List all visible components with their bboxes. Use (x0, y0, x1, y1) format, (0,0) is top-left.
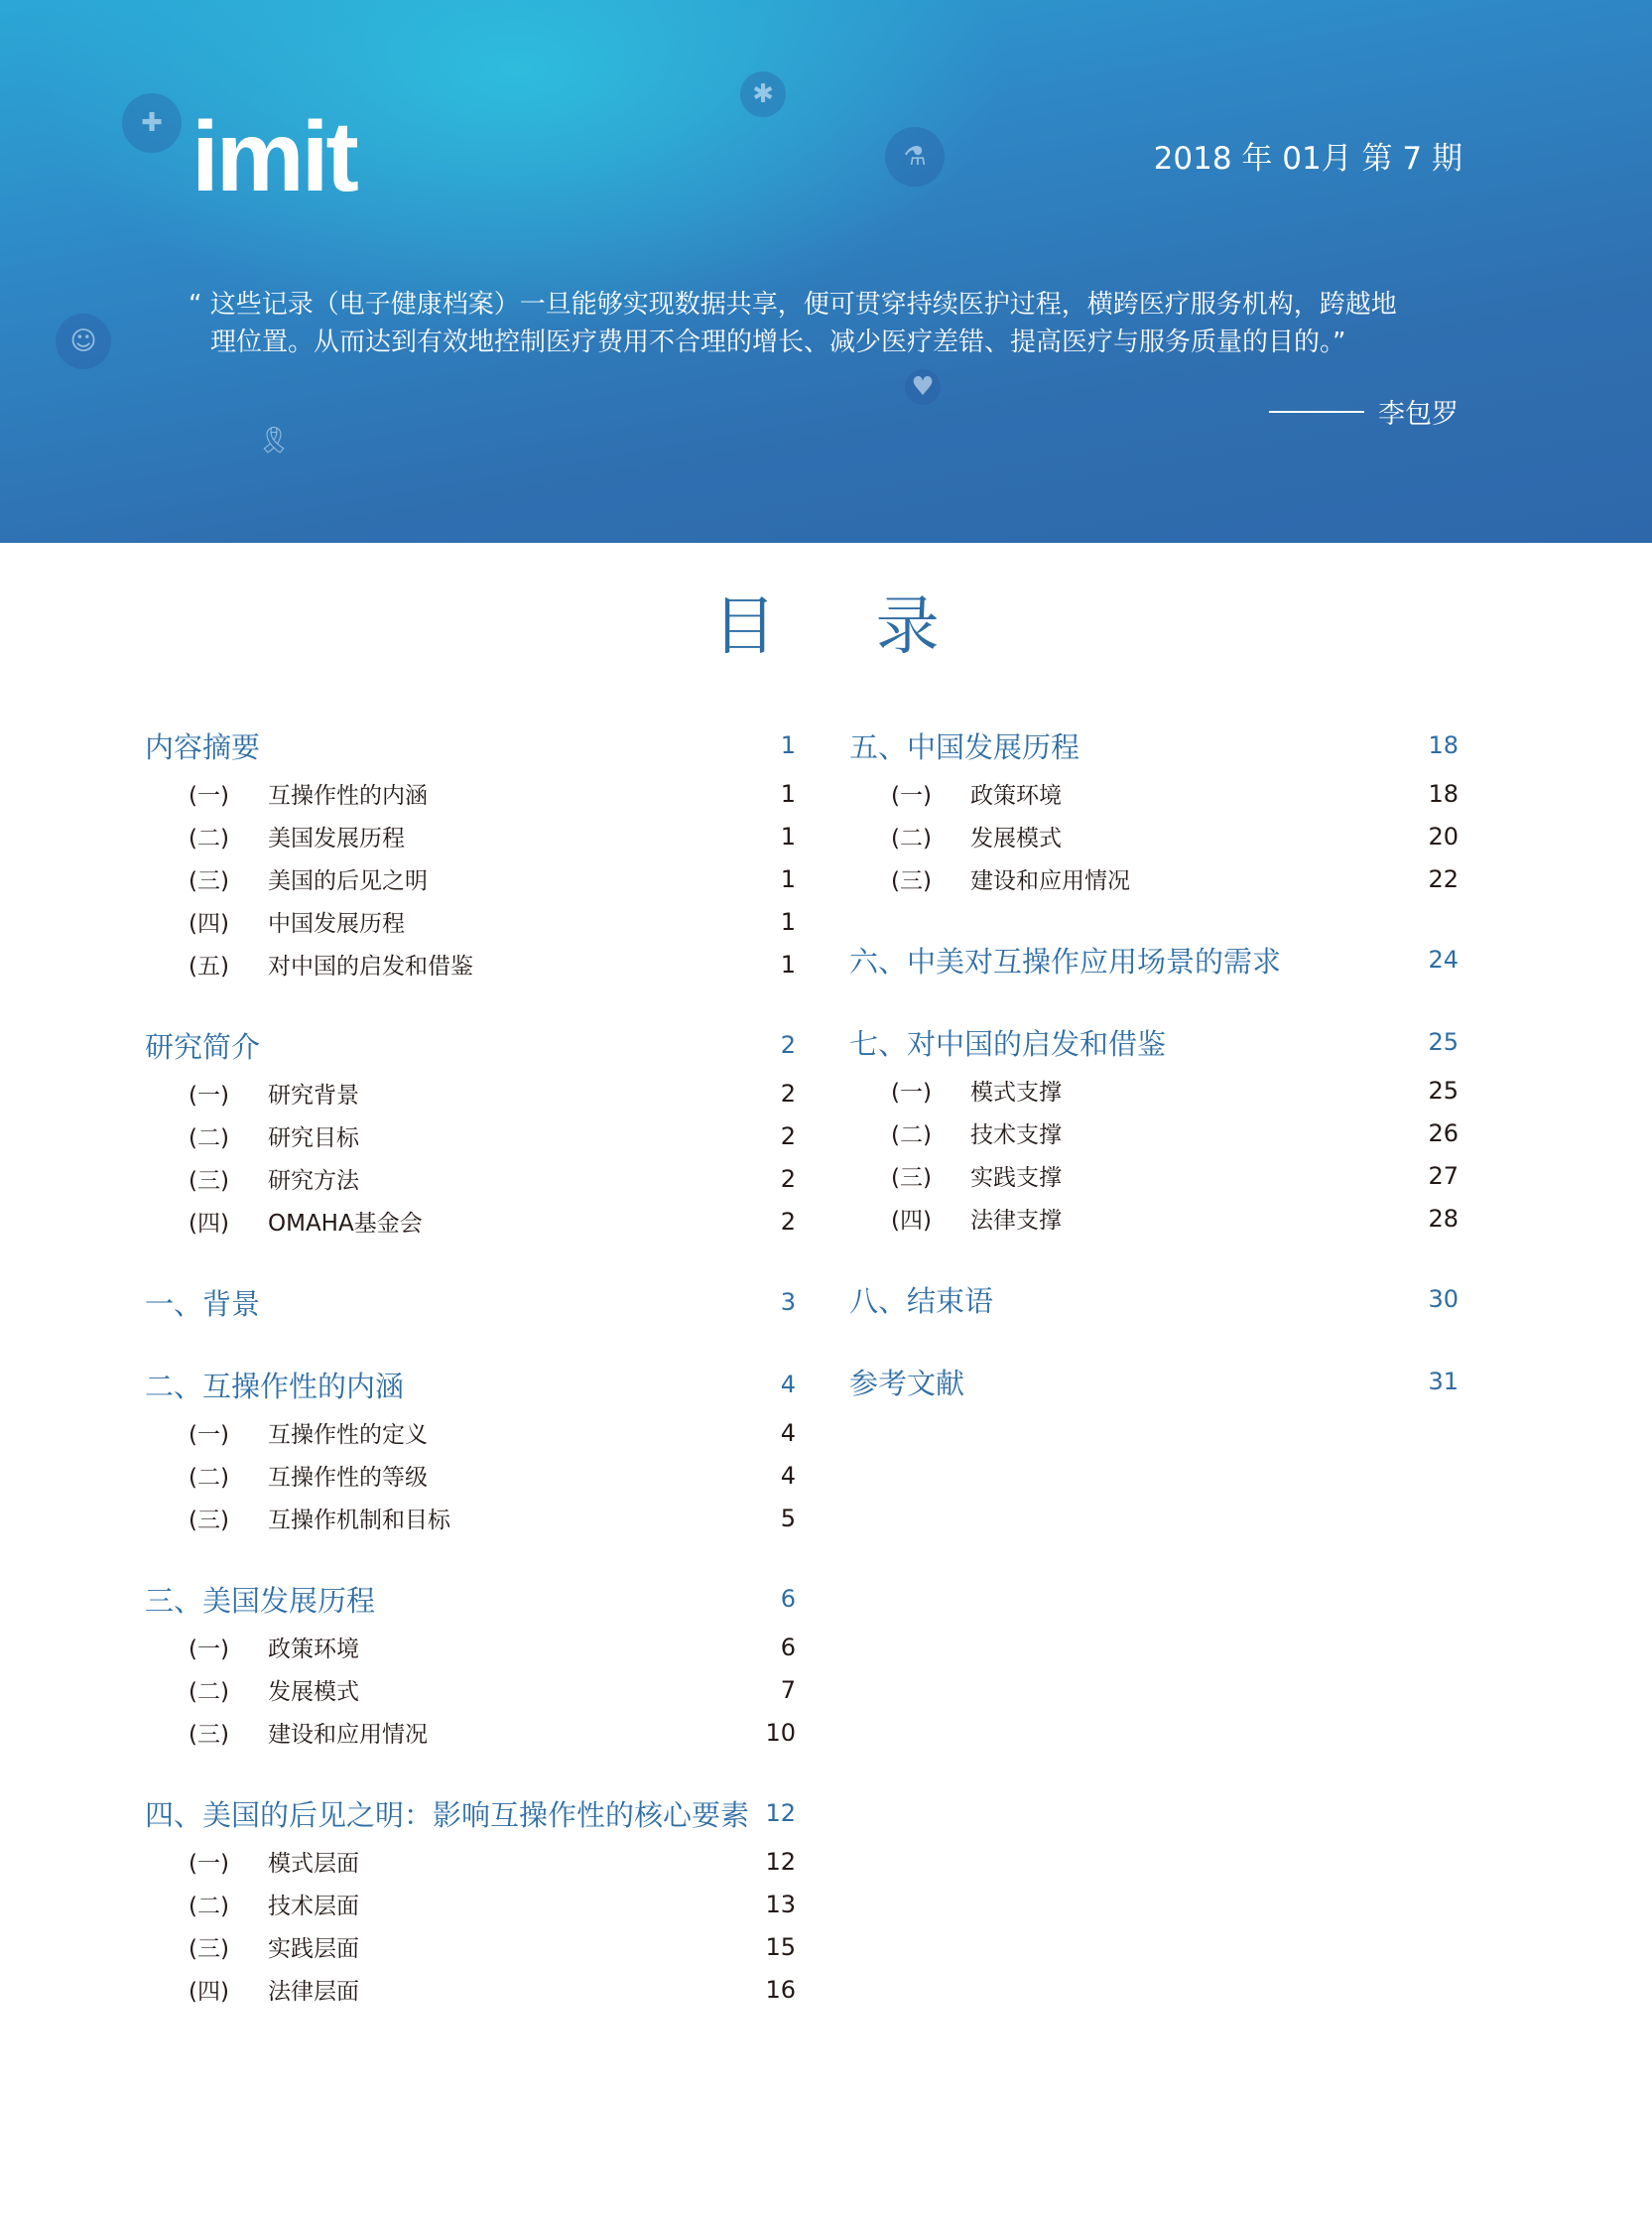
subitem-title: 模式层面 (268, 1851, 359, 1877)
toc-right-column (849, 722, 1459, 1441)
subitem-title: 中国发展历程 (268, 911, 405, 937)
section-title: 二、互操作性的内涵 (145, 1369, 405, 1403)
toc-subitems (145, 1840, 796, 2011)
toc-section-heading[interactable] (145, 1022, 796, 1068)
toc-subitem[interactable] (145, 1200, 796, 1243)
subitem-index: (五) (189, 954, 229, 980)
subitem-page-number: 12 (765, 1847, 796, 1876)
toc-subitem[interactable] (145, 1883, 796, 1925)
quote-line: 理位置。从而达到有效地控制医疗费用不合理的增长、减少医疗差错、提高医疗与服务质量的目的。” (210, 328, 1346, 357)
subitem-page-number: 16 (765, 1975, 796, 2004)
subitem-page-number: 5 (780, 1504, 796, 1532)
section-page-number: 25 (1428, 1028, 1459, 1056)
toc-subitems (849, 772, 1459, 900)
subitem-title: 技术层面 (268, 1894, 359, 1919)
quote-line: “ 这些记录（电子健康档案）一旦能够实现数据共享，便可贯穿持续医护过程，横跨医疗服务机构，跨越地 (189, 290, 1397, 320)
subitem-page-number: 1 (780, 907, 796, 936)
subitem-title: 发展模式 (268, 1679, 359, 1705)
subitem-page-number: 6 (780, 1633, 796, 1661)
subitem-title: 互操作机制和目标 (268, 1507, 450, 1533)
dash-divider (1269, 411, 1364, 413)
toc-subitem[interactable] (849, 857, 1459, 900)
quote (189, 286, 1468, 361)
subitem-index: (二) (891, 1122, 932, 1148)
section-title: 六、中美对互操作应用场景的需求 (849, 944, 1282, 979)
toc-subitem[interactable] (145, 1668, 796, 1711)
toc-subitem[interactable] (145, 1114, 796, 1157)
toc-section (145, 1362, 796, 1539)
toc-section-heading[interactable] (849, 1359, 1459, 1404)
subitem-title: 美国发展历程 (268, 826, 405, 852)
subitem-page-number: 4 (780, 1461, 796, 1490)
subitem-index: (一) (891, 1080, 932, 1106)
toc-section-heading[interactable] (145, 1362, 796, 1407)
toc-subitem[interactable] (145, 772, 796, 815)
toc-section-heading[interactable] (145, 1790, 796, 1836)
toc-subitems (145, 1411, 796, 1539)
section-page-number: 6 (780, 1585, 796, 1613)
section-page-number: 24 (1428, 946, 1459, 974)
toc-section-heading[interactable] (145, 1279, 796, 1325)
subitem-title: 建设和应用情况 (268, 1722, 428, 1748)
section-title: 内容摘要 (145, 729, 261, 764)
subitem-title: 技术支撑 (970, 1122, 1062, 1148)
toc-subitem[interactable] (145, 1411, 796, 1454)
subitem-title: 对中国的启发和借鉴 (268, 954, 473, 980)
toc-subitem[interactable] (145, 1072, 796, 1114)
subitem-index: (二) (189, 1465, 229, 1491)
toc-subitems (145, 1072, 796, 1243)
section-page-number: 12 (765, 1799, 796, 1827)
subitem-title: 法律层面 (268, 1979, 359, 2005)
toc-section-heading[interactable] (849, 937, 1459, 982)
subitem-index: (三) (189, 1168, 229, 1194)
toc-section-heading[interactable] (849, 722, 1459, 768)
section-page-number: 30 (1428, 1285, 1459, 1313)
section-page-number: 3 (780, 1288, 796, 1316)
subitem-title: 互操作性的定义 (268, 1422, 428, 1448)
subitem-title: 发展模式 (970, 826, 1062, 852)
section-title: 八、结束语 (849, 1283, 994, 1318)
toc-subitem[interactable] (849, 772, 1459, 815)
toc-subitem[interactable] (145, 1157, 796, 1200)
subitem-page-number: 2 (780, 1207, 796, 1236)
section-page-number: 1 (780, 731, 796, 759)
toc-subitem[interactable] (145, 1840, 796, 1883)
test-tube-icon: ⚗ (885, 127, 945, 187)
subitem-page-number: 18 (1428, 779, 1459, 808)
toc-subitem[interactable] (145, 1626, 796, 1668)
toc-title: 目 录 (712, 590, 979, 664)
toc-subitem[interactable] (145, 1968, 796, 2011)
section-page-number: 2 (780, 1031, 796, 1059)
ribbon-icon: 🎗 (257, 426, 291, 456)
toc-subitems (145, 1626, 796, 1754)
subitem-index: (二) (189, 1679, 229, 1705)
toc-subitems (849, 1069, 1459, 1240)
subitem-page-number: 26 (1428, 1118, 1459, 1147)
subitem-page-number: 2 (780, 1079, 796, 1108)
section-title: 参考文献 (849, 1366, 965, 1400)
issue-date: 2018 年 01月 第 7 期 (1153, 141, 1462, 177)
subitem-index: (一) (189, 1422, 229, 1448)
subitem-page-number: 7 (780, 1675, 796, 1704)
medical-cross-icon: ✱ (740, 71, 786, 117)
subitem-title: 研究方法 (268, 1168, 359, 1194)
subitem-page-number: 15 (765, 1932, 796, 1961)
subitem-index: (三) (189, 1722, 229, 1748)
section-page-number: 31 (1428, 1368, 1459, 1395)
toc-section (849, 1359, 1459, 1404)
toc-section-heading[interactable] (849, 1019, 1459, 1065)
imit-logo: imit (191, 101, 356, 212)
toc-subitem[interactable] (849, 1197, 1459, 1240)
subitem-title: 建设和应用情况 (970, 868, 1130, 894)
toc-subitem[interactable] (145, 1454, 796, 1497)
subitem-page-number: 28 (1428, 1204, 1459, 1233)
subitem-page-number: 22 (1428, 864, 1459, 893)
subitem-title: 互操作性的等级 (268, 1465, 428, 1491)
toc-section (145, 1790, 796, 2011)
subitem-title: 法律支撑 (970, 1208, 1062, 1234)
toc-section (849, 722, 1459, 900)
subitem-index: (二) (189, 1894, 229, 1919)
subitem-page-number: 27 (1428, 1161, 1459, 1190)
subitem-index: (二) (189, 826, 229, 852)
subitem-index: (三) (189, 1936, 229, 1962)
toc-section-heading[interactable] (145, 722, 796, 768)
subitem-index: (二) (891, 826, 932, 852)
toc-subitem[interactable] (145, 857, 796, 900)
section-title: 研究简介 (145, 1029, 261, 1064)
section-title: 一、背景 (145, 1286, 261, 1321)
subitem-title: OMAHA基金会 (268, 1211, 423, 1237)
toc-subitem[interactable] (849, 1069, 1459, 1112)
subitem-index: (一) (189, 1637, 229, 1662)
author-name: 李包罗 (1378, 399, 1459, 430)
subitem-title: 研究背景 (268, 1083, 359, 1109)
subitem-page-number: 25 (1428, 1076, 1459, 1105)
subitem-title: 实践层面 (268, 1936, 359, 1962)
subitem-page-number: 2 (780, 1121, 796, 1150)
cover-banner (0, 0, 1652, 543)
toc-section (849, 1019, 1459, 1240)
toc-subitem[interactable] (145, 1711, 796, 1754)
toc-section (145, 1279, 796, 1325)
subitem-page-number: 4 (780, 1418, 796, 1447)
toc-subitem[interactable] (145, 815, 796, 857)
subitem-page-number: 2 (780, 1164, 796, 1193)
subitem-index: (一) (891, 783, 932, 809)
subitem-page-number: 1 (780, 950, 796, 979)
subitem-title: 政策环境 (268, 1637, 359, 1662)
toc-section (145, 1022, 796, 1243)
subitem-index: (一) (189, 1851, 229, 1877)
toc-section-heading[interactable] (145, 1576, 796, 1622)
subitem-index: (四) (891, 1208, 932, 1234)
section-title: 七、对中国的启发和借鉴 (849, 1026, 1167, 1061)
toc-left-column (145, 722, 796, 2047)
subitem-page-number: 13 (765, 1890, 796, 1918)
section-page-number: 4 (780, 1371, 796, 1398)
subitem-title: 研究目标 (268, 1125, 359, 1151)
subitem-page-number: 10 (765, 1718, 796, 1747)
section-page-number: 18 (1428, 731, 1459, 759)
subitem-page-number: 1 (780, 864, 796, 893)
toc-subitems (145, 772, 796, 985)
quote-attribution (1269, 392, 1459, 431)
toc-section (849, 937, 1459, 982)
toc-subitem[interactable] (849, 1112, 1459, 1154)
subitem-index: (二) (189, 1125, 229, 1151)
subitem-page-number: 1 (780, 822, 796, 851)
toc-section (145, 722, 796, 985)
toc-section-heading[interactable] (849, 1276, 1459, 1322)
section-title: 四、美国的后见之明：影响互操作性的核心要素 (145, 1797, 750, 1832)
subitem-index: (四) (189, 1979, 229, 2005)
subitem-index: (四) (189, 1211, 229, 1237)
toc-subitem[interactable] (849, 815, 1459, 857)
subitem-index: (三) (189, 868, 229, 894)
subitem-title: 美国的后见之明 (268, 868, 428, 894)
subitem-page-number: 20 (1428, 822, 1459, 851)
subitem-index: (三) (891, 868, 932, 894)
toc-subitem[interactable] (849, 1154, 1459, 1197)
subitem-title: 模式支撑 (970, 1080, 1062, 1106)
subitem-index: (三) (891, 1165, 932, 1191)
section-title: 五、中国发展历程 (849, 729, 1080, 764)
heart-icon: ♥ (905, 369, 941, 405)
toc-subitem[interactable] (145, 1497, 796, 1539)
subitem-page-number: 1 (780, 779, 796, 808)
subitem-index: (四) (189, 911, 229, 937)
subitem-index: (三) (189, 1507, 229, 1533)
section-title: 三、美国发展历程 (145, 1583, 376, 1618)
toc-subitem[interactable] (145, 1925, 796, 1968)
subitem-index: (一) (189, 783, 229, 809)
subitem-title: 政策环境 (970, 783, 1062, 809)
subitem-index: (一) (189, 1083, 229, 1109)
doctor-icon: ☺ (56, 314, 111, 369)
toc-section (145, 1576, 796, 1754)
toc-subitem[interactable] (145, 943, 796, 985)
medical-kit-icon: ✚ (122, 93, 182, 153)
subitem-title: 互操作性的内涵 (268, 783, 428, 809)
subitem-title: 实践支撑 (970, 1165, 1062, 1191)
toc-subitem[interactable] (145, 900, 796, 943)
toc-section (849, 1276, 1459, 1322)
